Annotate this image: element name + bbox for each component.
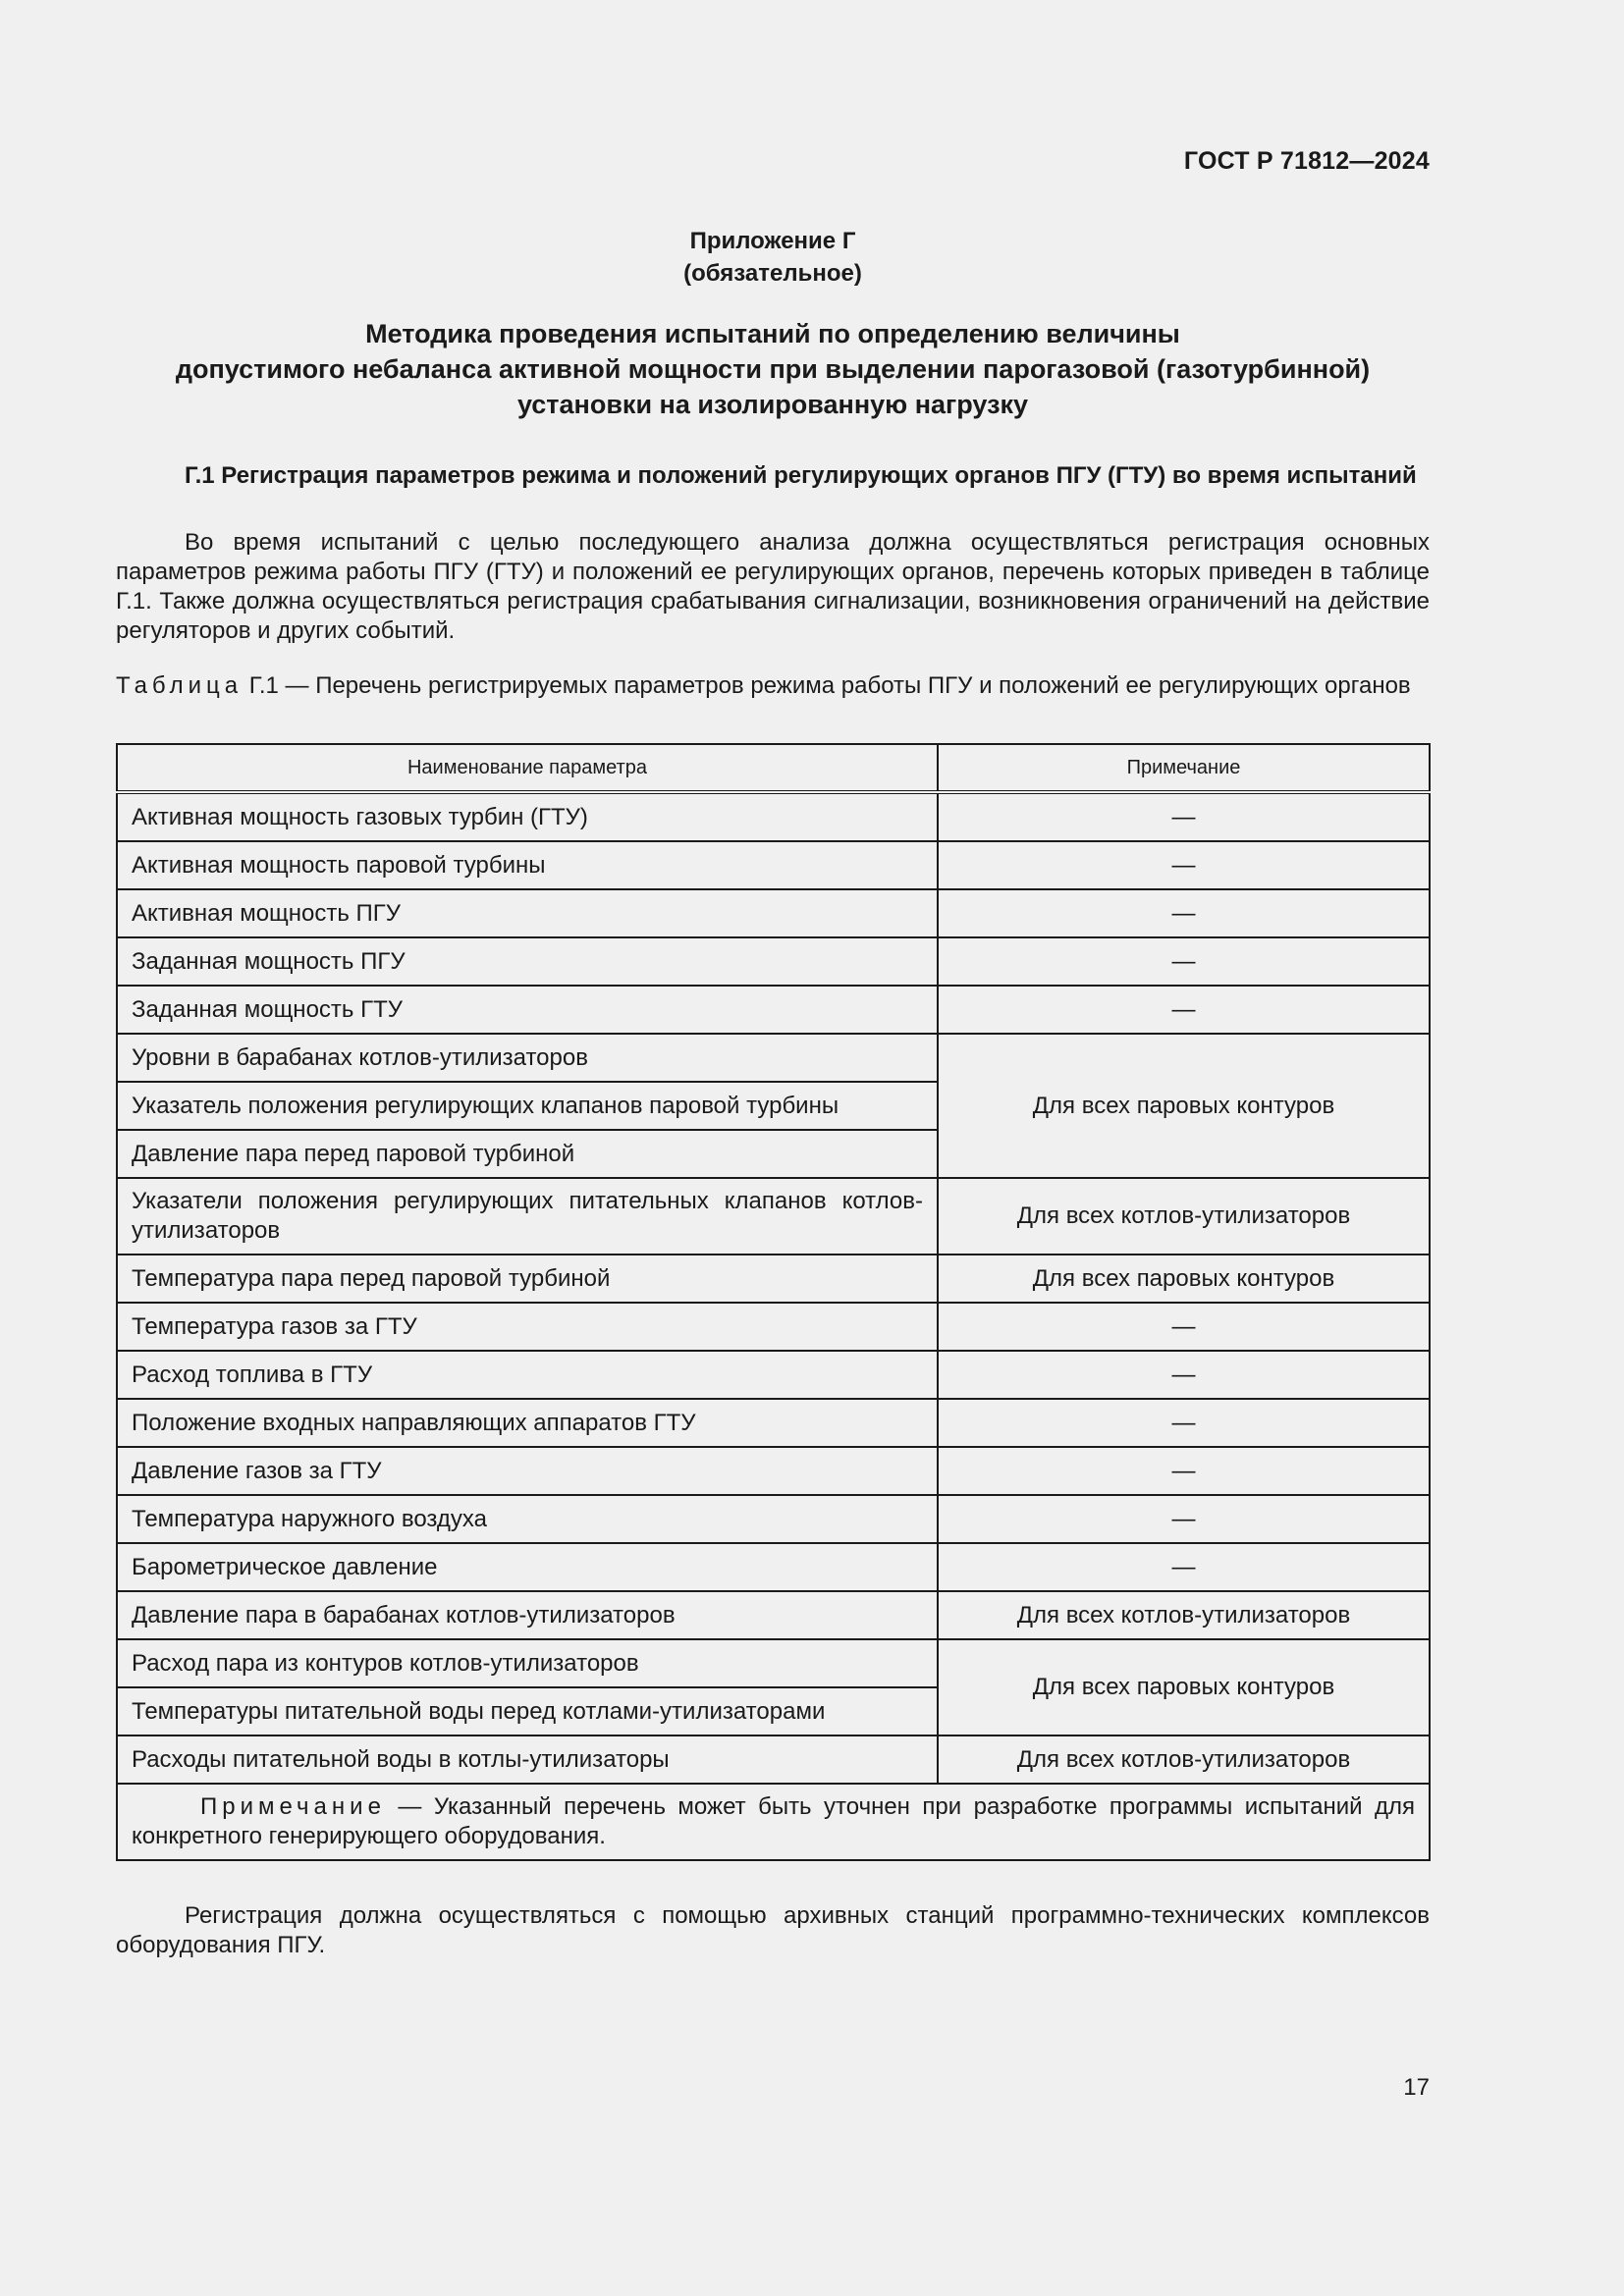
table-row [117, 1447, 1430, 1495]
parameter-note: — [938, 792, 1430, 841]
table-caption-text: Г.1 — Перечень регистрируемых параметров режима работы ПГУ и положений ее регулирующих органов [248, 672, 1411, 699]
parameter-name: Температура газов за ГТУ [117, 1303, 938, 1351]
annex-title-line-3: установки на изолированную нагрузку [516, 390, 1029, 419]
table-row [117, 889, 1430, 937]
section-heading: Г.1 Регистрация параметров режима и положений регулирующих органов ПГУ (ГТУ) во время испытаний [185, 462, 1417, 489]
table-note-text: — Указанный перечень может быть уточнен при разработке программы испытаний для конкретного генерирующего оборудования. [132, 1793, 1415, 1849]
table-row [117, 1178, 1430, 1255]
table-row [117, 1399, 1430, 1447]
annex-heading [0, 225, 1545, 290]
parameter-note: Для всех паровых контуров [938, 1034, 1430, 1178]
parameter-note: Для всех котлов-утилизаторов [938, 1591, 1430, 1639]
parameter-note: — [938, 1399, 1430, 1447]
table-row [117, 1543, 1430, 1591]
parameter-note: Для всех котлов-утилизаторов [938, 1178, 1430, 1255]
parameter-name: Активная мощность ПГУ [117, 889, 938, 937]
parameter-name: Расход топлива в ГТУ [117, 1351, 938, 1399]
parameter-name: Давление пара перед паровой турбиной [117, 1130, 938, 1178]
parameter-name: Температуры питательной воды перед котлами-утилизаторами [117, 1687, 938, 1735]
parameter-note: Для всех паровых контуров [938, 1639, 1430, 1735]
closing-paragraph: Регистрация должна осуществляться с помощью архивных станций программно-технических комплексов оборудования ПГУ. [116, 1902, 1430, 1958]
parameter-name: Указатели положения регулирующих питательных клапанов котлов-утилизаторов [117, 1178, 938, 1255]
parameter-note: Для всех котлов-утилизаторов [938, 1735, 1430, 1784]
parameter-name: Активная мощность газовых турбин (ГТУ) [117, 792, 938, 841]
parameter-note: — [938, 937, 1430, 986]
table-row [117, 1255, 1430, 1303]
parameter-name: Заданная мощность ПГУ [117, 937, 938, 986]
parameter-note: — [938, 1351, 1430, 1399]
table-note [117, 1784, 1430, 1860]
parameter-name: Температура пара перед паровой турбиной [117, 1255, 938, 1303]
parameter-name: Положение входных направляющих аппаратов ГТУ [117, 1399, 938, 1447]
parameter-name: Температура наружного воздуха [117, 1495, 938, 1543]
table-caption [116, 671, 1430, 701]
table-row [117, 841, 1430, 889]
parameter-name: Расход пара из контуров котлов-утилизаторов [117, 1639, 938, 1687]
parameter-note: — [938, 1543, 1430, 1591]
document-code: ГОСТ Р 71812—2024 [1183, 147, 1430, 175]
parameter-note: Для всех паровых контуров [938, 1255, 1430, 1303]
table-row [117, 986, 1430, 1034]
column-header-note: Примечание [938, 744, 1430, 792]
body-paragraph: Во время испытаний с целью последующего анализа должна осуществляться регистрация основных параметров режима работы ПГУ (ГТУ) и положений ее регулирующих органов, перечень которых приведен в таблице Г.1. Также должна осуществляться регистрация срабатывания сигнализации, возникновения ограничений на действие регуляторов и других событий. [116, 529, 1430, 644]
parameter-note: — [938, 1447, 1430, 1495]
table-row [117, 1495, 1430, 1543]
annex-status: (обязательное) [683, 260, 862, 287]
parameter-name: Давление пара в барабанах котлов-утилизаторов [117, 1591, 938, 1639]
table-note-label: Примечание [200, 1793, 386, 1820]
parameter-name: Барометрическое давление [117, 1543, 938, 1591]
annex-title [116, 316, 1430, 422]
table-note-row [117, 1784, 1430, 1860]
parameter-name: Указатель положения регулирующих клапанов паровой турбины [117, 1082, 938, 1130]
parameter-name: Расходы питательной воды в котлы-утилизаторы [117, 1735, 938, 1784]
parameter-note: — [938, 889, 1430, 937]
table-header-row [117, 744, 1430, 792]
parameter-name: Уровни в барабанах котлов-утилизаторов [117, 1034, 938, 1082]
parameter-name: Заданная мощность ГТУ [117, 986, 938, 1034]
table-row [117, 1591, 1430, 1639]
parameter-note: — [938, 1303, 1430, 1351]
parameter-name: Давление газов за ГТУ [117, 1447, 938, 1495]
page-number: 17 [1403, 2074, 1430, 2101]
parameters-table [116, 743, 1431, 1861]
table-row [117, 1735, 1430, 1784]
table-row [117, 1639, 1430, 1687]
column-header-parameter: Наименование параметра [117, 744, 938, 792]
parameter-note: — [938, 986, 1430, 1034]
annex-label: Приложение Г [689, 228, 856, 254]
annex-title-line-2: допустимого небаланса активной мощности при выделении парогазовой (газотурбинной) [175, 354, 1371, 384]
table-row [117, 792, 1430, 841]
annex-title-line-1: Методика проведения испытаний по определению величины [365, 319, 1180, 348]
parameter-name: Активная мощность паровой турбины [117, 841, 938, 889]
parameter-note: — [938, 1495, 1430, 1543]
parameter-note: — [938, 841, 1430, 889]
table-row [117, 1034, 1430, 1082]
table-row [117, 937, 1430, 986]
table-row [117, 1351, 1430, 1399]
table-caption-label: Таблица [116, 672, 244, 699]
table-row [117, 1303, 1430, 1351]
